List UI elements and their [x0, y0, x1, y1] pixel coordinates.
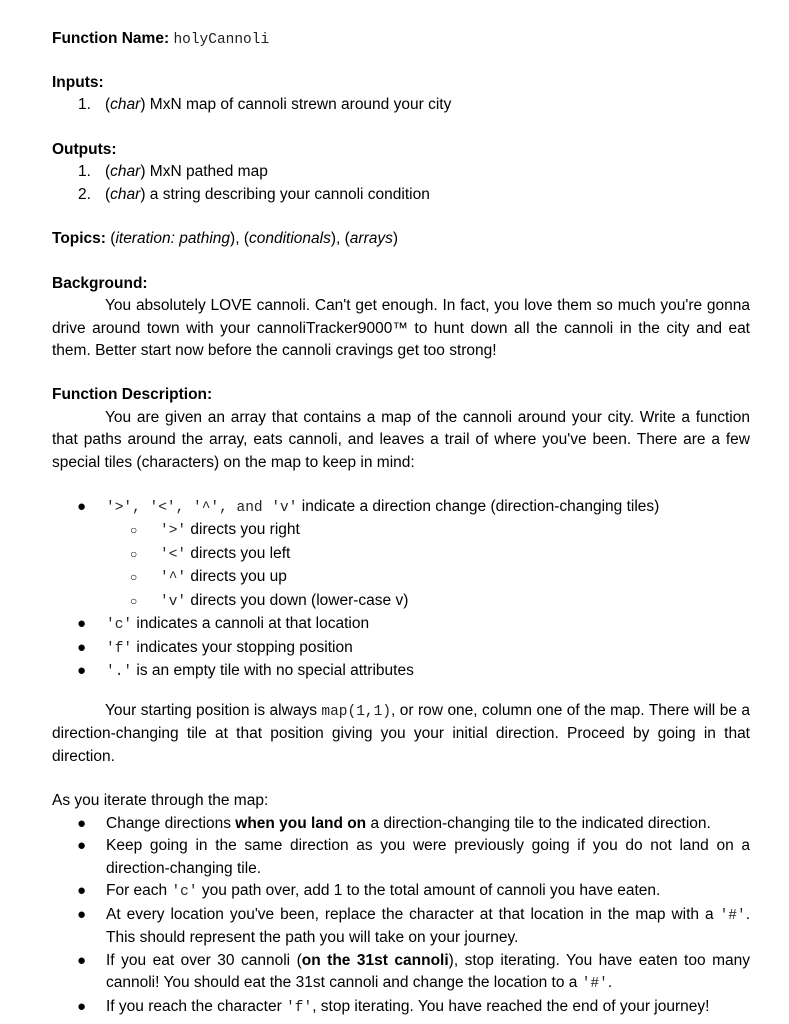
text-run: Keep going in the same direction as you were previously going if you do not land on a direction-changing tile. — [106, 837, 750, 877]
outputs-section — [52, 139, 750, 206]
type-label: char — [110, 96, 141, 114]
background-section — [52, 273, 750, 363]
bullet-icon: ● — [77, 814, 87, 832]
item-text: directs you left — [190, 544, 291, 562]
item-text: indicates a cannoli at that location — [136, 615, 370, 633]
item-text: MxN map of cannoli strewn around your city — [149, 96, 452, 114]
item-text: MxN pathed map — [149, 163, 268, 181]
text-run: , or row one, column one of the map. There will be a direction-changing tile at that position giving you your initial direction. Proceed by going in that direction. — [52, 701, 751, 765]
sub-list-item — [52, 566, 750, 590]
function-name-value: holyCannoli — [173, 32, 270, 48]
text-run: For each — [106, 882, 168, 900]
item-text: directs you right — [190, 521, 300, 539]
circle-bullet-icon: ○ — [130, 546, 138, 561]
list-number: 2. — [78, 185, 91, 203]
function-name-label: Function Name: — [52, 30, 170, 47]
description-heading: Function Description: — [52, 386, 213, 404]
item-text: directs you down (lower-case v) — [190, 591, 409, 609]
list-item — [52, 904, 750, 950]
bullet-icon: ● — [77, 905, 87, 923]
special-tiles-list — [52, 496, 750, 684]
item-text: indicate a direction change (direction-changing tiles) — [301, 497, 660, 515]
code-inline: 'f' — [106, 640, 133, 657]
list-item — [52, 835, 750, 880]
list-item — [52, 637, 750, 661]
code-inline: '>' — [160, 523, 187, 540]
iterate-list — [52, 813, 750, 1020]
starting-position-paragraph — [52, 700, 750, 768]
topic-1: iteration: pathing — [115, 230, 231, 248]
code-inline: '#' — [581, 976, 608, 993]
bullet-icon: ● — [77, 638, 87, 656]
circle-bullet-icon: ○ — [130, 570, 138, 585]
inputs-list — [52, 94, 750, 117]
inputs-section — [52, 72, 750, 117]
text-run: Change directions — [106, 814, 231, 832]
item-text: is an empty tile with no special attributes — [136, 662, 414, 680]
inputs-heading: Inputs: — [52, 74, 104, 91]
document-page — [52, 28, 750, 1019]
bullet-icon: ● — [77, 951, 87, 969]
iterate-heading: As you iterate through the map: — [52, 792, 269, 810]
list-item — [52, 950, 750, 996]
bold-run: on the 31st cannoli — [301, 951, 449, 969]
bullet-icon: ● — [77, 497, 87, 515]
code-inline: '#' — [719, 907, 746, 924]
text-run: , stop iterating. You have reached the end of your journey! — [312, 997, 710, 1015]
bullet-icon: ● — [77, 882, 87, 900]
bullet-icon: ● — [77, 837, 87, 855]
code-inline: '<' — [160, 546, 187, 563]
text-run: If you eat over 30 cannoli ( — [106, 951, 302, 969]
type-label: char — [110, 163, 141, 181]
text-run: . This should represent the path you will take on your journey. — [106, 905, 750, 947]
outputs-list — [52, 161, 750, 206]
description-intro: You are given an array that contains a map of the cannoli around your city. Write a function that paths around the array, eats cannoli, and leaves a trail of where you've been. There are a few special tiles (characters) on the map to keep in mind: — [52, 408, 750, 471]
code-inline: 'v' — [160, 593, 187, 610]
code-inline: 'f' — [286, 999, 313, 1016]
code-inline: 'c' — [106, 617, 133, 634]
item-text: indicates your stopping position — [136, 638, 353, 656]
text-run: Your starting position is always — [105, 701, 317, 719]
sub-list-item — [52, 543, 750, 567]
circle-bullet-icon: ○ — [130, 593, 138, 608]
topic-2: conditionals — [248, 230, 331, 248]
outputs-heading: Outputs: — [52, 140, 117, 158]
bullet-icon: ● — [77, 997, 87, 1015]
code-inline: map(1,1) — [321, 703, 392, 720]
function-name-line — [52, 28, 750, 50]
list-item — [52, 996, 750, 1020]
iterate-section — [52, 790, 750, 1019]
text-run: At every location you've been, replace the character at that location in the map with a — [106, 905, 714, 923]
list-item: 1. (char) MxN pathed map — [52, 161, 750, 184]
background-heading: Background: — [52, 274, 148, 292]
code-direction-tiles: '>', '<', '^', and 'v' — [106, 499, 298, 516]
bullet-icon: ● — [77, 615, 87, 633]
type-label: char — [110, 185, 141, 203]
topics-line: Topics: (iteration: pathing), (conditionals), (arrays) — [52, 230, 399, 248]
list-number: 1. — [78, 96, 91, 114]
description-section — [52, 384, 750, 768]
code-inline: '.' — [106, 664, 133, 681]
list-item: 2. (char) a string describing your cannoli condition — [52, 184, 750, 207]
text-run: If you reach the character — [106, 997, 282, 1015]
sub-list-item — [52, 590, 750, 614]
text-run: ), stop iterating. You have eaten too many cannoli! You should eat the 31st cannoli and change the location to a — [106, 951, 750, 992]
list-number: 1. — [78, 163, 91, 181]
text-run: you path over, add 1 to the total amount of cannoli you have eaten. — [201, 882, 661, 900]
sub-list-item — [52, 519, 750, 543]
list-item — [52, 613, 750, 637]
bold-run: when you land on — [235, 814, 367, 832]
item-text: directs you up — [190, 568, 287, 586]
list-item — [52, 660, 750, 684]
list-item: 1. (char) MxN map of cannoli strewn around your city — [52, 94, 750, 117]
topic-3: arrays — [349, 230, 393, 248]
bullet-icon: ● — [77, 662, 87, 680]
list-item — [52, 496, 750, 614]
background-text: You absolutely LOVE cannoli. Can't get enough. In fact, you love them so much you're gonna drive around town with your cannoliTracker9000™ to hunt down all the cannoli in the city and eat them. Better start now before the cannoli cravings get too strong! — [52, 297, 750, 359]
item-text: a string describing your cannoli condition — [149, 185, 430, 203]
direction-sublist — [52, 519, 750, 613]
code-inline: 'c' — [171, 884, 198, 901]
list-item — [52, 880, 750, 904]
circle-bullet-icon: ○ — [130, 523, 138, 538]
text-run: . — [607, 974, 613, 992]
list-item — [52, 813, 750, 836]
text-run: a direction-changing tile to the indicated direction. — [370, 814, 711, 832]
code-inline: '^' — [160, 570, 187, 587]
topics-label: Topics: — [52, 230, 106, 248]
